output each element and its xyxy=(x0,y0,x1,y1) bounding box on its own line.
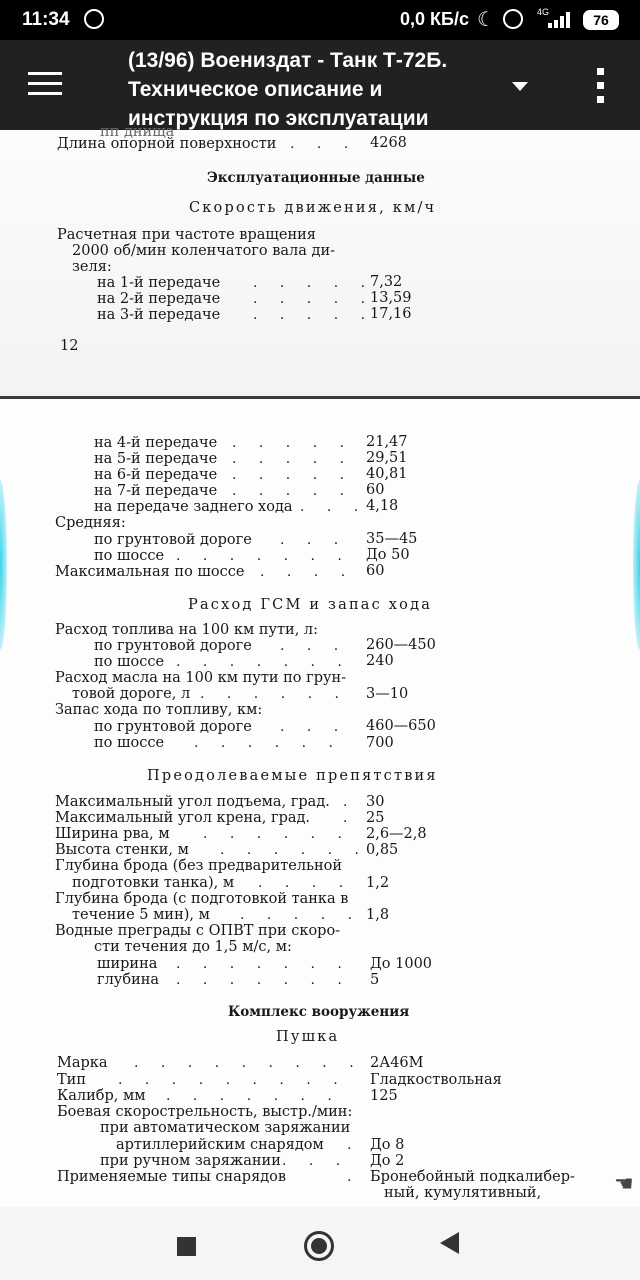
text-line: на 4-й передаче xyxy=(94,435,218,451)
status-bar xyxy=(0,0,640,40)
text-line: Боевая скорострельность, выстр./мин: xyxy=(57,1104,353,1120)
leader-dots: . . . . . xyxy=(240,907,362,923)
value: 1,8 xyxy=(366,907,390,923)
text-line: зеля: xyxy=(72,259,112,275)
text-line: Максимальный угол крена, град. xyxy=(55,810,311,826)
value: 240 xyxy=(366,653,394,669)
text-line: на 7-й передаче xyxy=(94,483,218,499)
leader-dots: . . . . . . . xyxy=(176,548,351,564)
leader-dots: . . . . . . xyxy=(200,686,348,702)
text-line: ширина xyxy=(97,956,158,972)
text-line: Максимальный угол подъема, град. xyxy=(55,794,330,810)
text-line: Глубина брода (с подготовкой танка в xyxy=(55,891,349,907)
navigation-bar xyxy=(0,1207,640,1280)
text-line: на 2-й передаче xyxy=(97,291,221,307)
more-options-icon[interactable] xyxy=(594,68,606,104)
text-line: Длина опорной поверхности xyxy=(57,136,277,152)
value: 30 xyxy=(366,794,385,810)
leader-dots: . . . . . xyxy=(253,291,375,307)
text-line: сти течения до 1,5 м/с, м: xyxy=(94,939,292,955)
leader-dots: . . . . . . . xyxy=(176,654,351,670)
text-line: Применяемые типы снарядов xyxy=(57,1169,287,1185)
text-line: по грунтовой дороге xyxy=(94,532,252,548)
pointer-hand-icon: ☚ xyxy=(614,1172,634,1197)
leader-dots: . . . . . xyxy=(232,467,354,483)
leader-dots: . . . . . . . xyxy=(176,956,351,972)
text-line: Марка xyxy=(57,1055,108,1071)
leader-dots: . . . . . . . . . xyxy=(118,1072,347,1088)
leader-dots: . xyxy=(347,1137,361,1153)
value: 29,51 xyxy=(366,450,408,466)
home-button[interactable] xyxy=(304,1231,334,1261)
value: 2А46М xyxy=(370,1055,424,1071)
text-line: Максимальная по шоссе xyxy=(55,564,245,580)
battery-icon: 76 xyxy=(583,10,619,30)
network-speed: 0,0 КБ/с xyxy=(400,9,469,29)
value: До 8 xyxy=(370,1137,405,1153)
status-time: 11:34 xyxy=(22,9,70,30)
value: 40,81 xyxy=(366,466,408,482)
text-line: на 5-й передаче xyxy=(94,451,218,467)
leader-dots: . . . . . xyxy=(253,275,375,291)
text-line: при ручном заряжании xyxy=(100,1153,281,1169)
text-line: на 3-й передаче xyxy=(97,307,221,323)
text-line: подготовки танка), м xyxy=(72,875,235,891)
leader-dots: . xyxy=(343,794,357,810)
page-number: 12 xyxy=(60,338,79,354)
value: 460—650 xyxy=(366,718,436,734)
leader-dots: . . . . . . xyxy=(220,842,368,858)
value: До 2 xyxy=(370,1153,405,1169)
section-heading: Преодолеваемые препятствия xyxy=(147,768,438,784)
value: 3—10 xyxy=(366,686,409,702)
text-line: по грунтовой дороге xyxy=(94,719,252,735)
value: Гладкоствольная xyxy=(370,1072,502,1088)
signal-icon xyxy=(548,12,572,28)
text-line: Тип xyxy=(57,1072,86,1088)
value: 35—45 xyxy=(366,531,418,547)
subsection-heading: Пушка xyxy=(276,1029,340,1045)
value: 60 xyxy=(366,563,385,579)
back-button[interactable] xyxy=(440,1232,459,1254)
menu-icon[interactable] xyxy=(28,72,62,96)
leader-dots: . . . . . . xyxy=(194,735,342,751)
whatsapp-icon xyxy=(84,9,104,29)
leader-dots: . . . xyxy=(282,1153,350,1169)
network-type: 4G xyxy=(537,7,550,17)
text-line: Расход масла на 100 км пути по грун- xyxy=(55,670,347,686)
dropdown-arrow-icon[interactable] xyxy=(512,82,528,91)
leader-dots: . . . . . xyxy=(232,483,354,499)
cut-off-text: пп днища xyxy=(100,124,175,140)
text-line: Водные преграды с ОПВТ при скоро- xyxy=(55,923,341,939)
leader-dots: . . . . xyxy=(260,564,355,580)
value: До 1000 xyxy=(370,956,433,972)
text-line: 2000 об/мин коленчатого вала ди- xyxy=(72,243,336,259)
value: 4268 xyxy=(370,135,407,151)
leader-dots: . . . . . xyxy=(232,435,354,451)
value: Бронебойный подкалибер- xyxy=(370,1169,575,1185)
text-line: по грунтовой дороге xyxy=(94,638,252,654)
recents-button[interactable] xyxy=(177,1237,196,1256)
value: 5 xyxy=(370,972,380,988)
value: 0,85 xyxy=(366,842,399,858)
leader-dots: . xyxy=(343,810,357,826)
value: 2,6—2,8 xyxy=(366,826,427,842)
section-heading: Эксплуатационные данные xyxy=(207,170,425,186)
leader-dots: . . . . . xyxy=(232,451,354,467)
leader-dots: . . . xyxy=(280,532,348,548)
text-line: на 1-й передаче xyxy=(97,275,221,291)
text-line: на 6-й передаче xyxy=(94,467,218,483)
text-line: на передаче заднего хода xyxy=(94,499,293,515)
leader-dots: . . . . . . xyxy=(203,826,351,842)
text-line: артиллерийским снарядом xyxy=(116,1137,324,1153)
leader-dots: . . . xyxy=(280,638,348,654)
leader-dots: . . . . . xyxy=(253,307,375,323)
text-line: Ширина рва, м xyxy=(55,826,170,842)
text-line: товой дороге, л xyxy=(72,686,191,702)
value: 260—450 xyxy=(366,637,436,653)
leader-dots: . . . . xyxy=(258,875,353,891)
leader-dots: . . . xyxy=(300,499,368,515)
section-heading: Комплекс вооружения xyxy=(228,1004,410,1020)
value: ный, кумулятивный, xyxy=(384,1185,542,1201)
text-line: Запас хода по топливу, км: xyxy=(55,702,263,718)
text-line: Расход топлива на 100 км пути, л: xyxy=(55,622,319,638)
edge-glow-right xyxy=(633,480,640,650)
section-heading: Расход ГСМ и запас хода xyxy=(188,597,433,613)
text-line: Глубина брода (без предварительной xyxy=(55,858,343,874)
app-bar xyxy=(0,40,640,130)
value: 1,2 xyxy=(366,875,390,891)
value: 7,32 xyxy=(370,274,403,290)
document-page-12 xyxy=(0,124,640,396)
text-line: по шоссе xyxy=(94,735,165,751)
subsection-heading: Скорость движения, км/ч xyxy=(189,200,437,216)
text-line: по шоссе xyxy=(94,654,165,670)
text-line: Расчетная при частоте вращения xyxy=(57,227,316,243)
value: 17,16 xyxy=(370,306,412,322)
text-line: Средняя: xyxy=(55,515,126,531)
text-line: Калибр, мм xyxy=(57,1088,146,1104)
text-line: течение 5 мин), м xyxy=(72,907,210,923)
value: 25 xyxy=(366,810,385,826)
leader-dots: . . . . . . . xyxy=(166,1088,341,1104)
leader-dots: . . . xyxy=(280,719,348,735)
leader-dots: . . . xyxy=(290,136,358,152)
document-title: (13/96) Воениздат - Танк Т-72Б. Техническое описание и инструкция по эксплуатации xyxy=(128,49,448,130)
leader-dots: . . . . . . . . . xyxy=(134,1055,363,1071)
value: 13,59 xyxy=(370,290,412,306)
text-line: при автоматическом заряжании xyxy=(100,1120,351,1136)
value: 4,18 xyxy=(366,498,399,514)
do-not-disturb-icon: ☾ xyxy=(477,9,495,31)
value: 21,47 xyxy=(366,434,408,450)
value: 60 xyxy=(366,482,385,498)
alarm-icon xyxy=(503,9,523,29)
leader-dots: . . . . . . . xyxy=(176,972,351,988)
text-line: глубина xyxy=(97,972,160,988)
leader-dots: . xyxy=(347,1169,361,1185)
value: До 50 xyxy=(366,547,410,563)
document-page-13 xyxy=(0,399,640,1207)
value: 125 xyxy=(370,1088,398,1104)
text-line: Высота стенки, м xyxy=(55,842,189,858)
text-line: по шоссе xyxy=(94,548,165,564)
value: 700 xyxy=(366,735,394,751)
